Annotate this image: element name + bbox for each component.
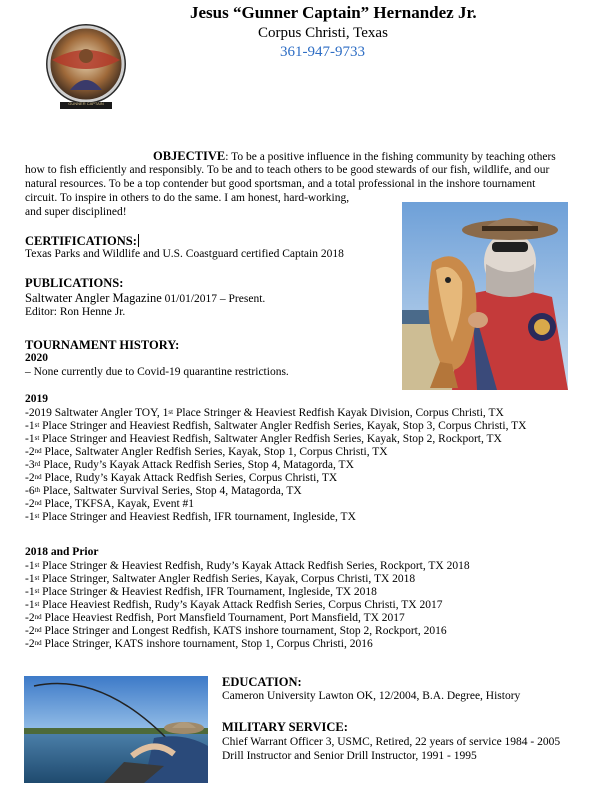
objective-label: OBJECTIVE [153,149,226,163]
military-service-line-1: Chief Warrant Officer 3, USMC, Retired, 22 years of service 1984 - 2005 [222,736,561,748]
phone-number[interactable]: 361-947-9733 [280,44,365,60]
ordinal-suffix: nd [34,626,42,634]
year-2020-text: – None currently due to Covid-19 quarantine restrictions. [25,366,289,378]
publication-dates: 01/01/2017 – Present. [161,293,266,305]
tournament-result-item: -1st Place Stringer, Saltwater Angler Redfish Series, Kayak, Corpus Christi, TX 2018 [25,573,416,585]
angler-holding-redfish-photo [402,202,568,390]
ordinal-suffix: nd [34,613,42,621]
tournament-result-item: -6th Place, Saltwater Survival Series, Stop 4, Matagorda, TX [25,485,302,497]
ordinal-suffix: nd [34,639,42,647]
military-service-line-2: Drill Instructor and Senior Drill Instructor, 1991 - 1995 [222,750,477,762]
tournament-result-item: -2nd Place, TKFSA, Kayak, Event #1 [25,498,195,510]
logo-text: GUNNER CAPTAIN [68,101,104,106]
tournament-result-item: -1st Place Stringer & Heaviest Redfish, Rudy’s Kayak Attack Redfish Series, Rockport, TX 2018 [25,560,470,572]
tournament-result-item: -2nd Place Stringer, KATS inshore tournament, Stop 1, Corpus Christi, 2016 [25,638,373,650]
publications-label: PUBLICATIONS [25,276,120,290]
tournament-result-item: -2nd Place Heaviest Redfish, Port Mansfield Tournament, Port Mansfield, TX 2017 [25,612,405,624]
tournament-result-item: -1st Place Stringer and Heaviest Redfish, Saltwater Angler Redfish Series, Kayak, Stop 3, Corpus Christi, TX [25,420,527,432]
ordinal-suffix: nd [34,447,42,455]
ordinal-suffix: st [34,574,40,582]
prior-years-list [25,560,470,651]
military-service-heading: MILITARY SERVICE: [222,720,348,734]
publication-magazine: Saltwater Angler Magazine [25,291,162,305]
year-2020-heading: 2020 [25,352,48,364]
objective-line-3: natural resources. To be a top contender but good sportsman, and a total professional in the inshore tournament [25,178,536,190]
ordinal-suffix: st [168,408,174,416]
year-2019-heading: 2019 [25,393,48,405]
gunner-captain-logo [30,20,142,120]
ordinal-suffix: st [34,512,40,520]
publication-editor: Editor: Ron Henne Jr. [25,306,126,318]
kayak-fishing-photo [24,676,208,783]
resume-name: Jesus “Gunner Captain” Hernandez Jr. [190,3,477,22]
ordinal-suffix: st [34,587,40,595]
text-caret [138,234,139,247]
ordinal-suffix: st [34,561,40,569]
objective-line-4: circuit. To inspire in others to do the same. I am honest, hard-working, [25,192,350,204]
tournament-result-item: -2nd Place, Rudy’s Kayak Attack Redfish Series, Corpus Christi, TX [25,472,338,484]
publications-heading: PUBLICATIONS: [25,276,124,290]
tournament-result-item: -2nd Place, Saltwater Angler Redfish Series, Kayak, Stop 1, Corpus Christi, TX [25,446,388,458]
education-heading: EDUCATION: [222,675,302,689]
certifications-text: Texas Parks and Wildlife and U.S. Coastguard certified Captain 2018 [25,248,344,260]
objective-line-1 [153,150,556,164]
tournament-result-item: -1st Place Stringer & Heaviest Redfish, IFR Tournament, Ingleside, TX 2018 [25,586,377,598]
certifications-heading: CERTIFICATIONS: [25,234,137,248]
prior-years-heading: 2018 and Prior [25,546,99,558]
year-2019-list [25,407,526,524]
tournament-result-item: -1st Place Heaviest Redfish, Rudy’s Kayak Attack Redfish Series, Corpus Christi, TX 2017 [25,599,443,611]
publication-entry [25,291,265,306]
tournament-result-item: -1st Place Stringer and Heaviest Redfish, Saltwater Angler Redfish Series, Kayak, Stop 2, Rockport, TX [25,433,502,445]
ordinal-suffix: st [34,421,40,429]
tournament-result-item: -2019 Saltwater Angler TOY, 1st Place Stringer & Heaviest Redfish Kayak Division, Corpus Christi, TX [25,407,504,419]
tournament-result-item: -1st Place Stringer and Heaviest Redfish, IFR tournament, Ingleside, TX [25,511,356,523]
resume-location: Corpus Christi, Texas [258,25,388,41]
ordinal-suffix: st [34,434,40,442]
ordinal-suffix: st [34,600,40,608]
military-service-label: MILITARY SERVICE [222,720,344,734]
education-text: Cameron University Lawton OK, 12/2004, B.A. Degree, History [222,690,521,702]
objective-text: : To be a positive influence in the fishing community by teaching others [225,151,556,163]
objective-line-2: how to fish efficiently and responsibly. To be and to teach others to be good stewards of our fish, wildlife, and our [25,164,550,176]
objective-line-5: and super disciplined! [25,206,127,218]
tournament-result-item: -3rd Place, Rudy’s Kayak Attack Redfish Series, Stop 4, Matagorda, TX [25,459,354,471]
tournament-result-item: -2nd Place Stringer and Longest Redfish, KATS inshore tournament, Stop 2, Rockport, 2016 [25,625,447,637]
tournament-history-heading: TOURNAMENT HISTORY: [25,338,180,352]
ordinal-suffix: th [34,486,41,494]
ordinal-suffix: rd [34,460,41,468]
ordinal-suffix: nd [34,473,42,481]
certifications-label: CERTIFICATIONS [25,234,133,248]
ordinal-suffix: nd [34,499,42,507]
